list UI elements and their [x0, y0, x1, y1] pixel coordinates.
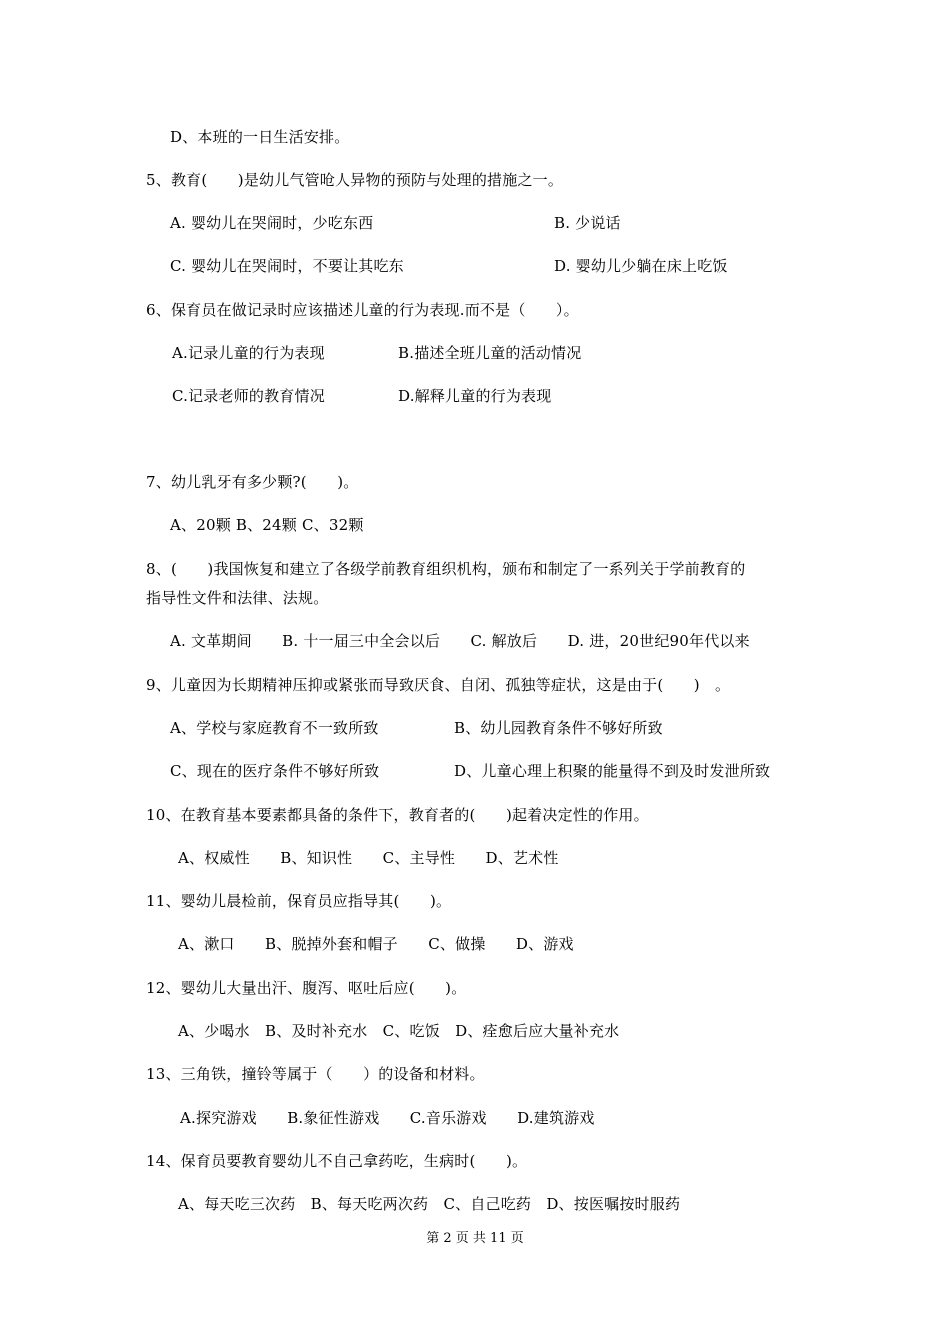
question-6: 6、保育员在做记录时应该描述儿童的行为表现.而不是（ ）。 [146, 301, 579, 319]
q13-options: A.探究游戏 B.象征性游戏 C.音乐游戏 D.建筑游戏 [180, 1109, 595, 1127]
q5-option-c: C. 婴幼儿在哭闹时，不要让其吃东 [170, 257, 404, 275]
q9-option-d: D、儿童心理上积聚的能量得不到及时发泄所致 [454, 762, 771, 780]
q9-option-a: A、学校与家庭教育不一致所致 [170, 719, 379, 737]
q6-option-d: D.解释儿童的行为表现 [398, 387, 552, 405]
line-d-option-q4: D、本班的一日生活安排。 [170, 128, 350, 146]
question-11: 11、婴幼儿晨检前，保育员应指导其( )。 [146, 892, 452, 910]
q6-option-a: A.记录儿童的行为表现 [172, 344, 325, 362]
question-9: 9、儿童因为长期精神压抑或紧张而导致厌食、自闭、孤独等症状，这是由于( ) 。 [146, 676, 731, 694]
q9-option-b: B、幼儿园教育条件不够好所致 [454, 719, 663, 737]
question-5: 5、教育( )是幼儿气管呛人异物的预防与处理的措施之一。 [146, 171, 564, 189]
q12-options: A、少喝水 B、及时补充水 C、吃饭 D、痊愈后应大量补充水 [178, 1022, 620, 1040]
question-14: 14、保育员要教育婴幼儿不自己拿药吃，生病时( )。 [146, 1152, 528, 1170]
question-10: 10、在教育基本要素都具备的条件下，教育者的( )起着决定性的作用。 [146, 806, 649, 824]
q14-options: A、每天吃三次药 B、每天吃两次药 C、自己吃药 D、按医嘱按时服药 [178, 1195, 681, 1213]
q9-option-c: C、现在的医疗条件不够好所致 [170, 762, 380, 780]
question-8-line-1: 8、( )我国恢复和建立了各级学前教育组织机构，颁布和制定了一系列关于学前教育的 [146, 560, 746, 578]
q5-option-b: B. 少说话 [554, 214, 621, 232]
question-13: 13、三角铁，撞铃等属于（ ）的设备和材料。 [146, 1065, 485, 1083]
question-8-line-2: 指导性文件和法律、法规。 [146, 589, 329, 607]
q8-options: A. 文革期间 B. 十一届三中全会以后 C. 解放后 D. 进，20世纪90年代以来 [170, 632, 750, 650]
q6-option-c: C.记录老师的教育情况 [172, 387, 325, 405]
q11-options: A、漱口 B、脱掉外套和帽子 C、做操 D、游戏 [178, 935, 574, 953]
q6-option-b: B.描述全班儿童的活动情况 [398, 344, 582, 362]
q5-option-d: D. 婴幼儿少躺在床上吃饭 [554, 257, 728, 275]
q7-options: A、20颗 B、24颗 C、32颗 [170, 516, 364, 534]
question-12: 12、婴幼儿大量出汗、腹泻、呕吐后应( )。 [146, 979, 467, 997]
page-footer: 第 2 页 共 11 页 [426, 1231, 524, 1246]
question-7: 7、幼儿乳牙有多少颗?( )。 [146, 473, 359, 491]
q5-option-a: A. 婴幼儿在哭闹时，少吃东西 [170, 214, 374, 232]
q10-options: A、权威性 B、知识性 C、主导性 D、艺术性 [178, 849, 559, 867]
